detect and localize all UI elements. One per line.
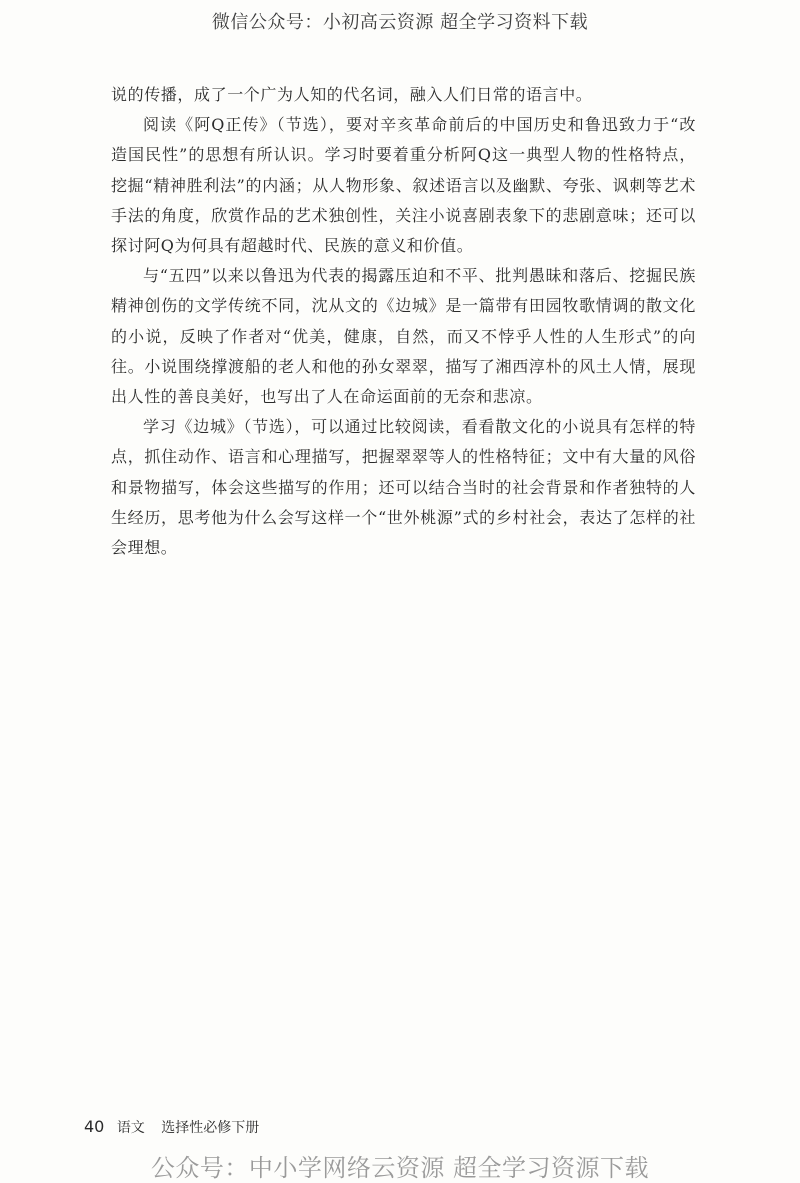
paragraph-continuation: 说的传播，成了一个广为人知的代名词，融入人们日常的语言中。 (111, 85, 593, 104)
header-watermark: 微信公众号：小初高云资源 超全学习资料下载 (211, 12, 589, 33)
page-body (111, 80, 696, 563)
page-footer (84, 1117, 259, 1137)
paragraph-ah-q: 阅读《阿Q正传》（节选），要对辛亥革命前后的中国历史和鲁迅致力于“改造国民性”的思想有所认识。学习时要着重分析阿Q这一典型人物的性格特点，挖掘“精神胜利法”的内涵；从人物形象、叙述语言以及幽默、夸张、讽刺等艺术手法的角度，欣赏作品的艺术独创性，关注小说喜剧表象下的悲剧意味；还可以探讨阿Q为何具有超越时代、民族的意义和价值。 (111, 115, 696, 256)
book-title: 选择性必修下册 (161, 1120, 260, 1136)
page-number: 40 (84, 1117, 105, 1136)
subject-label: 语文 (116, 1120, 145, 1136)
paragraph-study-guide: 学习《边城》（节选），可以通过比较阅读，看看散文化的小说具有怎样的特点，抓住动作、语言和心理描写，把握翠翠等人的性格特征；文中有大量的风俗和景物描写，体会这些描写的作用；还可以结合当时的社会背景和作者独特的人生经历，思考他为什么会写这样一个“世外桃源”式的乡村社会，表达了怎样的社会理想。 (111, 417, 696, 558)
bottom-watermark: 公众号：中小学网络云资源 超全学习资源下载 (150, 1154, 650, 1182)
paragraph-border-town: 与“五四”以来以鲁迅为代表的揭露压迫和不平、批判愚昧和落后、挖掘民族精神创伤的文学传统不同，沈从文的《边城》是一篇带有田园牧歌情调的散文化的小说，反映了作者对“优美，健康，自然，而又不悖乎人性的人生形式”的向往。小说围绕撑渡船的老人和他的孙女翠翠，描写了湘西淳朴的风土人情，展现出人性的善良美好，也写出了人在命运面前的无奈和悲凉。 (111, 266, 696, 407)
